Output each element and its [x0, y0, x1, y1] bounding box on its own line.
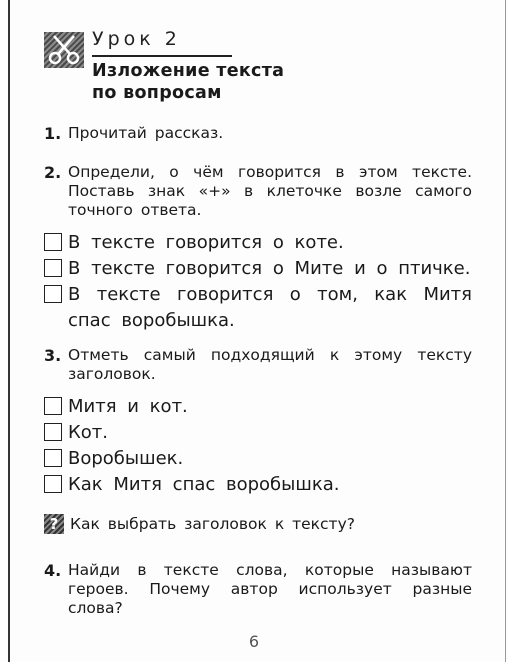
task-text: Определи, о чём говорится в этом тексте. Поставь знак «+» в клеточке возле самого точного ответа. — [68, 163, 472, 219]
answer-option — [44, 394, 474, 420]
lesson-title-line-2: по вопросам — [92, 83, 222, 103]
task-text: Найди в тексте слова, которые называют героев. Почему автор использует разные слова? — [68, 561, 472, 617]
page-number: 6 — [248, 632, 260, 651]
answer-checkbox[interactable] — [44, 285, 62, 303]
task-text: Прочитай рассказ. — [68, 124, 224, 142]
answer-text: Воробышек. — [68, 448, 184, 469]
answer-option — [44, 446, 474, 472]
task-2-options — [44, 230, 474, 334]
page-border-left — [8, 0, 10, 662]
task-text: Отметь самый подходящий к этому тексту заголовок. — [68, 346, 472, 383]
answer-option — [44, 282, 474, 334]
answer-checkbox[interactable] — [44, 449, 62, 467]
answer-checkbox[interactable] — [44, 259, 62, 277]
answer-text: В тексте говорится о Мите и о птичке. — [68, 258, 471, 279]
answer-text: Как Митя спас воробышка. — [68, 474, 340, 495]
lesson-title — [92, 60, 352, 104]
answer-text: В тексте говорится о коте. — [68, 232, 344, 253]
question-icon: ? — [44, 514, 64, 534]
lesson-label: Урок 2 — [92, 28, 181, 50]
question-text: Как выбрать заголовок к тексту? — [70, 515, 355, 533]
lesson-underline — [92, 55, 232, 57]
task-number: 3. — [44, 346, 62, 365]
answer-text: В тексте говорится о том, как Митя спас воробышка. — [68, 284, 472, 331]
answer-checkbox[interactable] — [44, 233, 62, 251]
lesson-title-line-1: Изложение текста — [92, 61, 285, 81]
answer-option — [44, 420, 474, 446]
scissors-icon — [44, 32, 84, 68]
task-number: 4. — [44, 561, 62, 580]
answer-text: Митя и кот. — [68, 396, 188, 417]
answer-checkbox[interactable] — [44, 397, 62, 415]
task-number: 2. — [44, 163, 62, 182]
answer-option — [44, 472, 474, 498]
task-3-options — [44, 394, 474, 498]
answer-option — [44, 256, 474, 282]
answer-text: Кот. — [68, 422, 108, 443]
answer-checkbox[interactable] — [44, 475, 62, 493]
task-number: 1. — [44, 124, 62, 143]
answer-option — [44, 230, 474, 256]
page-border-right — [505, 0, 506, 662]
answer-checkbox[interactable] — [44, 423, 62, 441]
